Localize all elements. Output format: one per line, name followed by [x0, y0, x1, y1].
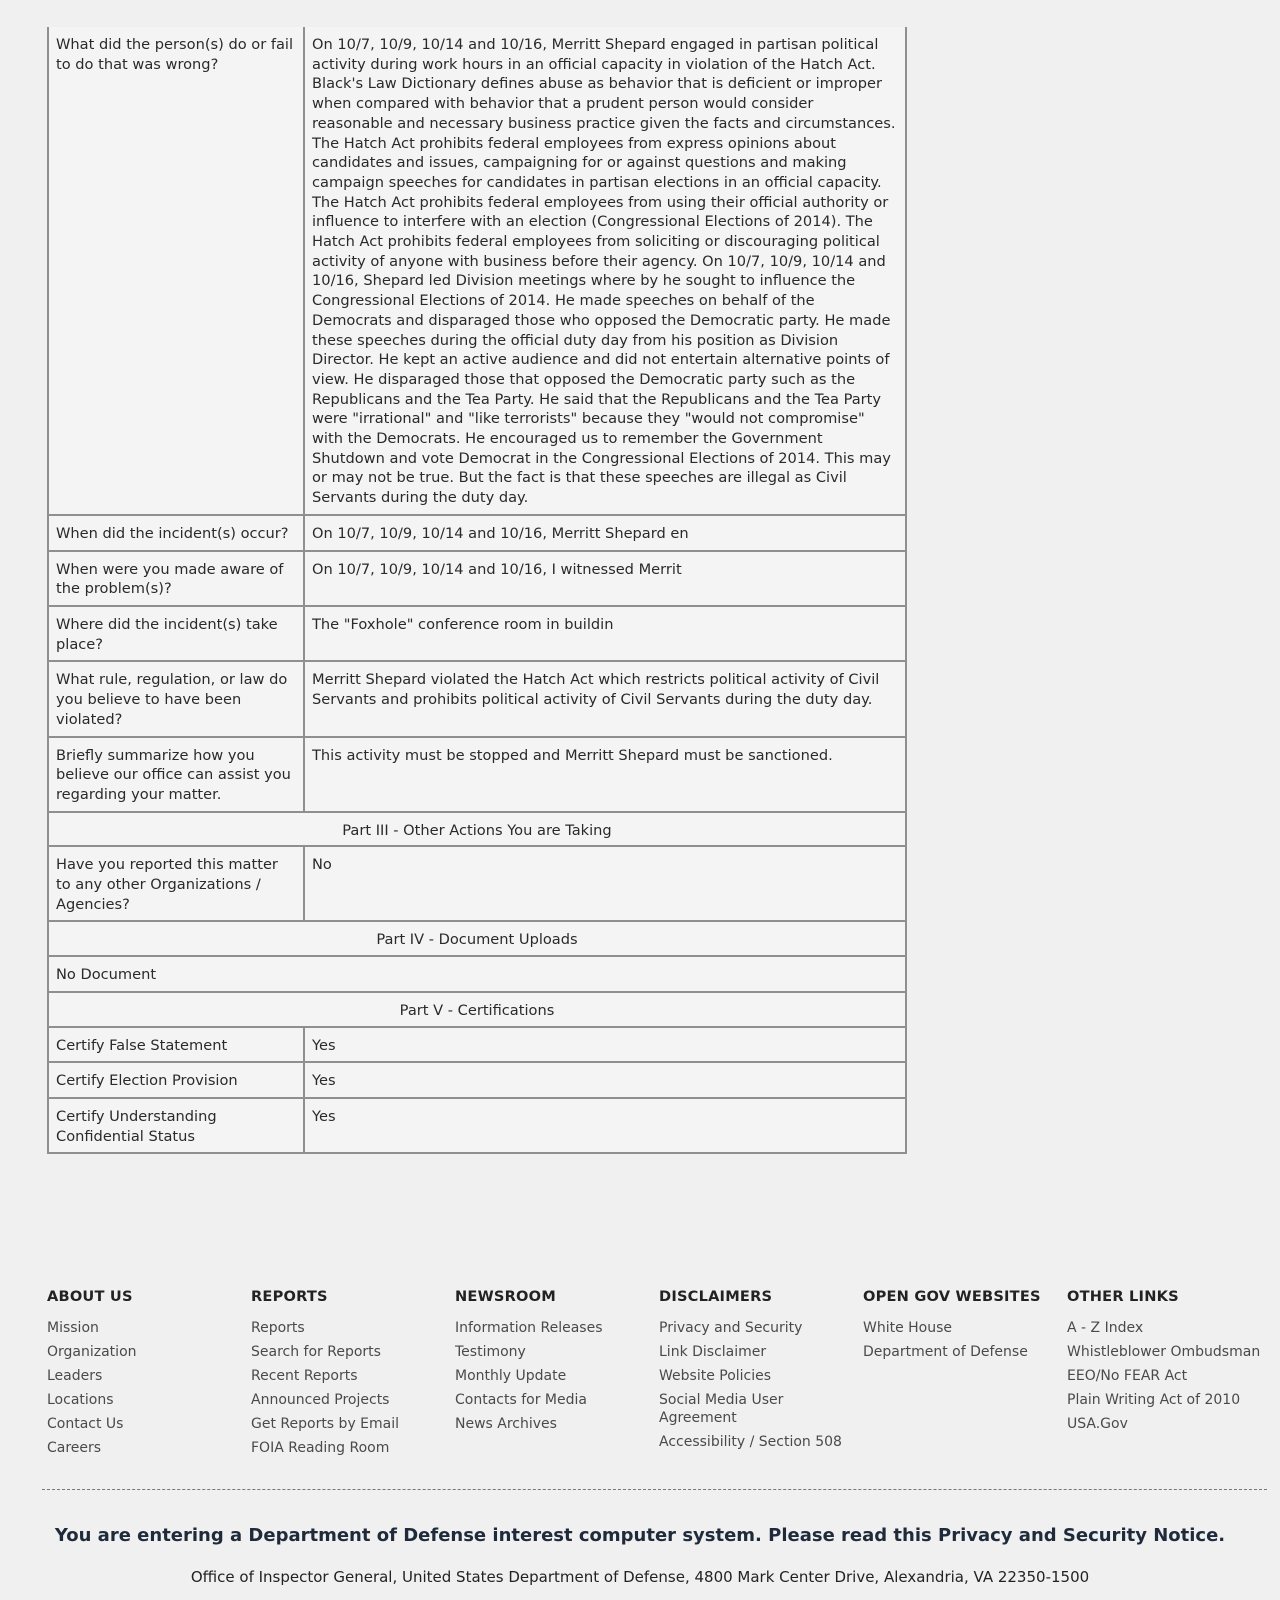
- form-question: What did the person(s) do or fail to do that was wrong?: [48, 27, 304, 515]
- footer-heading: OTHER LINKS: [1067, 1288, 1179, 1305]
- footer-divider: [42, 1489, 1267, 1490]
- form-row: [48, 1062, 906, 1098]
- section-header-part4: [48, 921, 906, 956]
- form-answer: Yes: [304, 1062, 906, 1098]
- form-answer: Yes: [304, 1027, 906, 1063]
- footer-link-privacy-and-security[interactable]: Privacy and Security: [659, 1320, 803, 1336]
- footer-link-eeo-no-fear-act[interactable]: EEO/No FEAR Act: [1067, 1368, 1188, 1384]
- section-title: Part III - Other Actions You are Taking: [48, 812, 906, 847]
- form-question: Briefly summarize how you believe our office can assist you regarding your matter.: [48, 737, 304, 812]
- form-answer: Merritt Shepard violated the Hatch Act which restricts political activity of Civil Servants and prohibits political activity of Civil Servants during the duty day.: [304, 661, 906, 736]
- form-question: Certify Understanding Confidential Status: [48, 1098, 304, 1153]
- footer-links: [47, 1288, 1267, 1463]
- footer-column-open-gov-websites: [863, 1288, 1067, 1463]
- footer-link-white-house[interactable]: White House: [863, 1320, 953, 1336]
- form-row: [48, 606, 906, 661]
- footer-link-mission[interactable]: Mission: [47, 1320, 99, 1336]
- form-answer: Yes: [304, 1098, 906, 1153]
- footer-column-newsroom: [455, 1288, 659, 1463]
- form-row: [48, 27, 906, 515]
- footer-link-reports[interactable]: Reports: [251, 1320, 305, 1336]
- footer-heading: REPORTS: [251, 1288, 328, 1305]
- form-question: What rule, regulation, or law do you believe to have been violated?: [48, 661, 304, 736]
- footer-link-announced-projects[interactable]: Announced Projects: [251, 1392, 390, 1408]
- footer-column-disclaimers: [659, 1288, 863, 1463]
- footer-heading: DISCLAIMERS: [659, 1288, 773, 1305]
- footer-link-a-z-index[interactable]: A - Z Index: [1067, 1320, 1144, 1336]
- form-row: [48, 1098, 906, 1153]
- footer-link-contacts-for-media[interactable]: Contacts for Media: [455, 1392, 587, 1408]
- footer-link-search-for-reports[interactable]: Search for Reports: [251, 1344, 381, 1360]
- document-uploads-value: No Document: [48, 956, 906, 992]
- footer-heading: OPEN GOV WEBSITES: [863, 1288, 1041, 1305]
- form-answer: The "Foxhole" conference room in buildin: [304, 606, 906, 661]
- footer-link-careers[interactable]: Careers: [47, 1440, 102, 1456]
- form-answer: On 10/7, 10/9, 10/14 and 10/16, I witnessed Merrit: [304, 551, 906, 606]
- footer-link-testimony[interactable]: Testimony: [455, 1344, 526, 1360]
- form-question: Certify False Statement: [48, 1027, 304, 1063]
- footer-link-locations[interactable]: Locations: [47, 1392, 114, 1408]
- footer-column-about-us: [47, 1288, 251, 1463]
- form-question: Where did the incident(s) take place?: [48, 606, 304, 661]
- footer-link-get-reports-by-email[interactable]: Get Reports by Email: [251, 1416, 400, 1432]
- form-answer: No: [304, 846, 906, 921]
- form-row: [48, 737, 906, 812]
- footer-link-news-archives[interactable]: News Archives: [455, 1416, 557, 1432]
- form-question: Have you reported this matter to any other Organizations / Agencies?: [48, 846, 304, 921]
- footer-link-website-policies[interactable]: Website Policies: [659, 1368, 772, 1384]
- footer-link-link-disclaimer[interactable]: Link Disclaimer: [659, 1344, 767, 1360]
- form-question: Certify Election Provision: [48, 1062, 304, 1098]
- footer-link-organization[interactable]: Organization: [47, 1344, 137, 1360]
- footer-column-reports: [251, 1288, 455, 1463]
- footer-link-contact-us[interactable]: Contact Us: [47, 1416, 124, 1432]
- footer-link-department-of-defense[interactable]: Department of Defense: [863, 1344, 1028, 1360]
- form-answer: This activity must be stopped and Merritt Shepard must be sanctioned.: [304, 737, 906, 812]
- section-header-part5: [48, 992, 906, 1027]
- footer-column-other-links: [1067, 1288, 1267, 1463]
- footer-link-information-releases[interactable]: Information Releases: [455, 1320, 603, 1336]
- form-row: [48, 515, 906, 551]
- form-row: [48, 846, 906, 921]
- section-title: Part V - Certifications: [48, 992, 906, 1027]
- form-row: [48, 1027, 906, 1063]
- footer-link-whistleblower-ombudsman[interactable]: Whistleblower Ombudsman: [1067, 1344, 1261, 1360]
- form-answer: On 10/7, 10/9, 10/14 and 10/16, Merritt Shepard en: [304, 515, 906, 551]
- section-header-part3: [48, 812, 906, 847]
- form-row: [48, 551, 906, 606]
- footer-link-accessibility-section-508[interactable]: Accessibility / Section 508: [659, 1434, 842, 1450]
- footer-link-social-media-user-agreement[interactable]: Social Media User Agreement: [659, 1392, 784, 1426]
- form-question: When did the incident(s) occur?: [48, 515, 304, 551]
- form-question: When were you made aware of the problem(s)?: [48, 551, 304, 606]
- security-notice[interactable]: You are entering a Department of Defense interest computer system. Please read this Privacy and Security Notice.: [54, 1525, 1226, 1546]
- form-answer: On 10/7, 10/9, 10/14 and 10/16, Merritt Shepard engaged in partisan political activity during work hours in an official capacity in violation of the Hatch Act. Black's Law Dictionary defines abuse as behavior that is deficient or improper when compared with behavior that a prudent person would consider reasonable and necessary business practice given the facts and circumstances. The Hatch Act prohibits federal employees from express opinions about candidates and issues, campaigning for or against questions and making campaign speeches for candidates in partisan elections in an official capacity. The Hatch Act prohibits federal employees from using their official authority or influence to interfere with an election (Congressional Elections of 2014). The Hatch Act prohibits federal employees from soliciting or discouraging political activity of anyone with business before their agency. On 10/7, 10/9, 10/14 and 10/16, Shepard led Division meetings where by he sought to influence the Congressional Elections of 2014. He made speeches on behalf of the Democrats and disparaged those who opposed the Democratic party. He made these speeches during the official duty day from his position as Division Director. He kept an active audience and did not entertain alternative points of view. He disparaged those that opposed the Democratic party such as the Republicans and the Tea Party. He said that the Republicans and the Tea Party were "irrational" and "like terrorists" because they "would not compromise" with the Democrats. He encouraged us to remember the Government Shutdown and vote Democrat in the Congressional Elections of 2014. This may or may not be true. But the fact is that these speeches are illegal as Civil Servants during the duty day.: [304, 27, 906, 515]
- office-address: Office of Inspector General, United States Department of Defense, 4800 Mark Center Drive, Alexandria, VA 22350-1500: [190, 1568, 1090, 1586]
- form-row: [48, 956, 906, 992]
- footer-link-foia-reading-room[interactable]: FOIA Reading Room: [251, 1440, 390, 1456]
- footer-link-plain-writing-act[interactable]: Plain Writing Act of 2010: [1067, 1392, 1241, 1408]
- complaint-form-table: [47, 27, 907, 1154]
- footer-link-usa-gov[interactable]: USA.Gov: [1067, 1416, 1128, 1432]
- form-row: [48, 661, 906, 736]
- footer-link-leaders[interactable]: Leaders: [47, 1368, 103, 1384]
- section-title: Part IV - Document Uploads: [48, 921, 906, 956]
- footer-heading: NEWSROOM: [455, 1288, 556, 1305]
- footer-link-recent-reports[interactable]: Recent Reports: [251, 1368, 358, 1384]
- footer-heading: ABOUT US: [47, 1288, 133, 1305]
- footer-link-monthly-update[interactable]: Monthly Update: [455, 1368, 567, 1384]
